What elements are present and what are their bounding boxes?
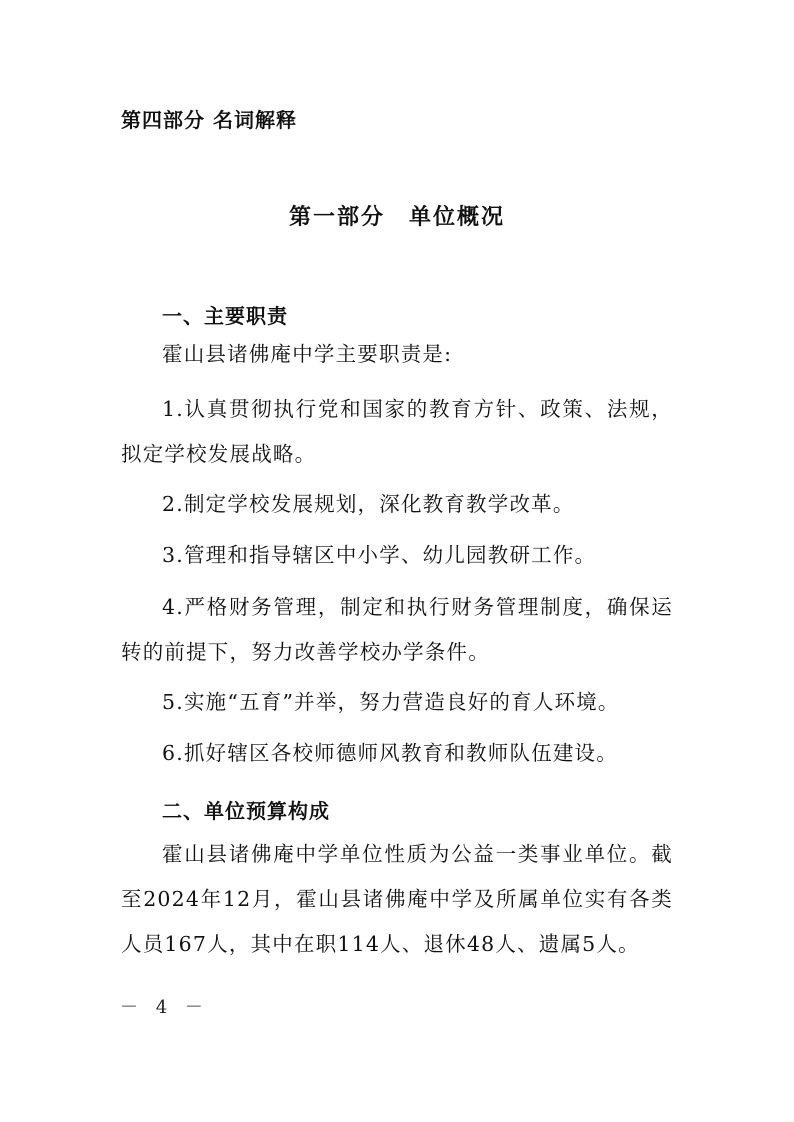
part-four-heading: 第四部分 名词解释	[121, 108, 297, 132]
duty-item-4: 4.严格财务管理，制定和执行财务管理制度，确保运转的前提下，努力改善学校办学条件。	[121, 595, 673, 664]
section-heading-budget-structure: 二、单位预算构成	[162, 799, 330, 823]
duty-item-5: 5.实施“五育”并举，努力营造良好的育人环境。	[162, 690, 620, 714]
duties-intro-paragraph: 霍山县诸佛庵中学主要职责是:	[162, 342, 453, 366]
page-number: － 4 －	[120, 997, 209, 1018]
part-one-title: 第一部分 单位概况	[288, 205, 505, 230]
duty-item-6: 6.抓好辖区各校师德师风教育和教师队伍建设。	[162, 741, 618, 765]
duty-item-2: 2.制定学校发展规划，深化教育教学改革。	[162, 492, 575, 516]
duty-item-1: 1.认真贯彻执行党和国家的教育方针、政策、法规，拟定学校发展战略。	[121, 397, 673, 466]
section-heading-duties: 一、主要职责	[162, 304, 288, 328]
duty-item-3: 3.管理和指导辖区中小学、幼儿园教研工作。	[162, 543, 597, 567]
budget-structure-paragraph: 霍山县诸佛庵中学单位性质为公益一类事业单位。截至2024年12月，霍山县诸佛庵中学及所属单位实有各类人员167人，其中在职114人、退休48人、遗属5人。	[121, 842, 673, 956]
